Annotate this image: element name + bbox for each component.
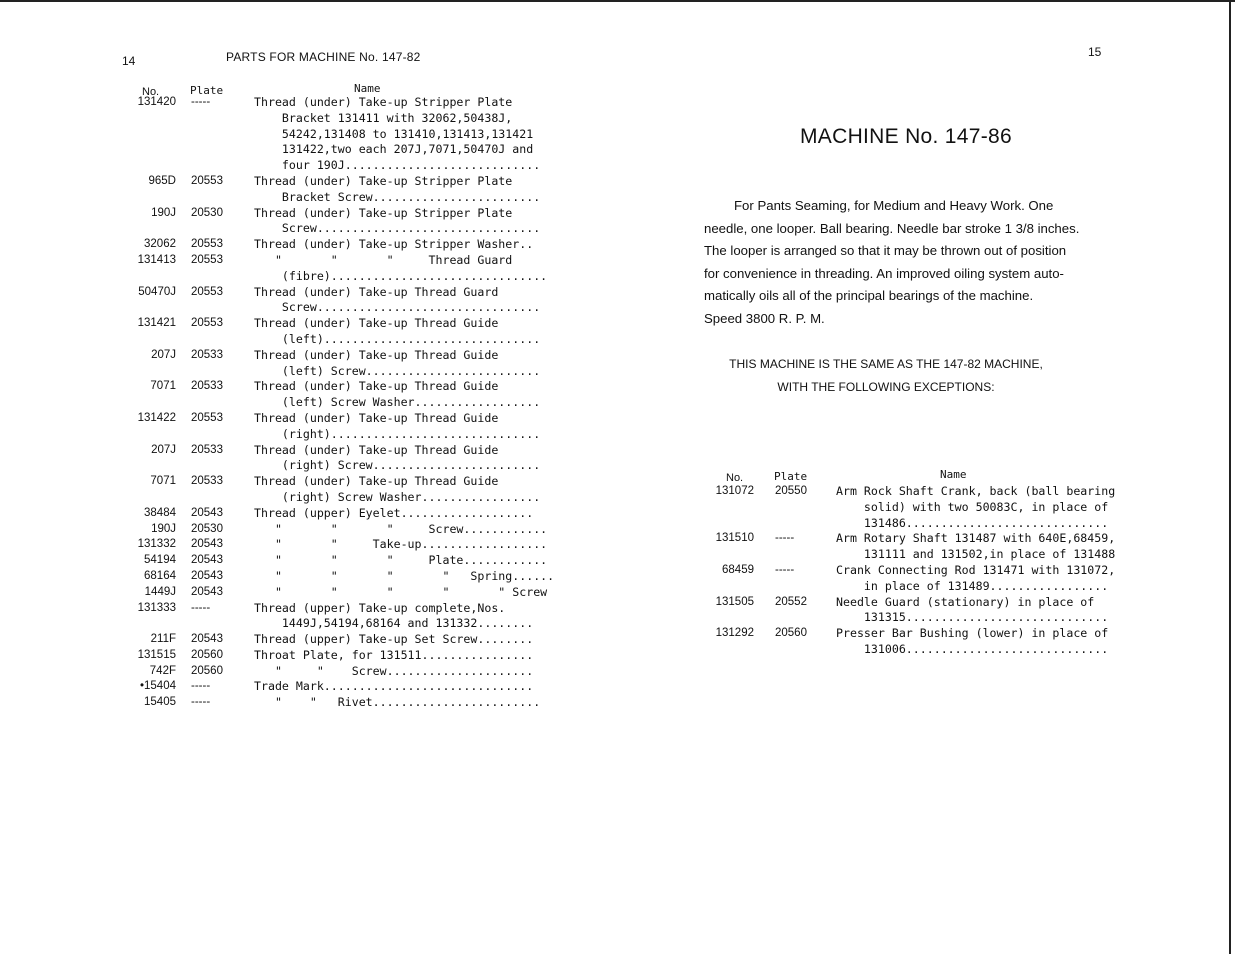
part-name: 1449J,54194,68164 and 131332........ <box>254 616 534 631</box>
part-name: Thread (under) Take-up Thread Guide <box>254 316 499 331</box>
part-number: 1449J <box>144 585 176 598</box>
table-row <box>710 626 1130 658</box>
table-row <box>120 285 540 317</box>
part-name: " " Rivet........................ <box>254 695 541 710</box>
part-number: 211F <box>150 633 176 646</box>
plate-number: 20552 <box>775 595 807 608</box>
row-line <box>120 95 540 111</box>
plate-number: 20530 <box>191 206 223 219</box>
plate-number: 20553 <box>191 411 223 424</box>
part-name: Arm Rock Shaft Crank, back (ball bearing <box>836 484 1116 498</box>
right-header-plate: Plate <box>774 470 808 483</box>
part-number: 131332 <box>137 538 176 551</box>
row-line <box>710 547 1130 563</box>
plate-number: 20533 <box>191 380 223 393</box>
parts-list-right <box>710 484 1130 658</box>
right-header-no: No. <box>726 472 744 484</box>
plate-number: ----- <box>191 96 211 108</box>
part-name: " " " " Spring...... <box>254 568 555 583</box>
part-number: 50470J <box>138 285 176 298</box>
part-name: Thread (under) Take-up Stripper Plate <box>254 205 513 220</box>
part-name: Thread (under) Take-up Thread Guide <box>254 410 499 425</box>
table-row <box>120 316 540 348</box>
row-line <box>710 595 1130 611</box>
table-row <box>120 584 548 601</box>
table-row <box>710 531 1130 563</box>
plate-number: ----- <box>191 680 211 693</box>
plate-number: 20543 <box>191 585 223 598</box>
part-name: Arm Rotary Shaft 131487 with 640E,68459, <box>836 531 1116 546</box>
row-line <box>120 601 540 617</box>
part-number: 131292 <box>715 627 754 640</box>
table-row <box>120 443 540 475</box>
description-line: Speed 3800 R. P. M. <box>704 310 825 326</box>
row-line <box>120 316 540 332</box>
table-row <box>120 411 540 443</box>
row-line <box>120 395 540 411</box>
part-name: Thread (under) Take-up Stripper Plate <box>254 95 513 109</box>
part-name: Presser Bar Bushing (lower) in place of <box>836 626 1109 641</box>
part-name: Thread (under) Take-up Thread Guide <box>254 442 499 457</box>
part-name: (right) Screw........................ <box>254 458 541 473</box>
part-name: Thread (under) Take-up Thread Guard <box>254 284 499 299</box>
plate-number: 20560 <box>191 664 223 677</box>
running-head: PARTS FOR MACHINE No. 147-82 <box>226 50 421 64</box>
row-line <box>710 642 1130 658</box>
part-number: 131421 <box>137 317 176 330</box>
machine-title: MACHINE No. 147-86 <box>800 125 1012 148</box>
row-line <box>120 695 540 711</box>
part-name: Needle Guard (stationary) in place of <box>836 594 1095 609</box>
part-number: 7071 <box>150 475 176 488</box>
row-line <box>120 648 540 664</box>
table-row <box>120 474 540 506</box>
row-line <box>710 563 1130 579</box>
part-name: Throat Plate, for 131511................ <box>254 647 534 662</box>
row-line <box>120 490 540 506</box>
part-name: in place of 131489................. <box>836 578 1109 593</box>
row-line <box>120 348 540 364</box>
description-line: needle, one looper. Ball bearing. Needle bar stroke 1 3/8 inches. <box>704 220 1080 236</box>
description-line: The looper is arranged so that it may be thrown out of position <box>704 243 1067 258</box>
part-number: 742F <box>149 664 176 677</box>
table-row <box>120 568 555 585</box>
table-row <box>120 537 548 553</box>
table-row <box>120 237 540 253</box>
part-name: 54242,131408 to 131410,131413,131421 <box>254 126 534 141</box>
table-row <box>710 563 1130 595</box>
part-name: 131422,two each 207J,7071,50470J and <box>254 142 534 157</box>
table-row <box>120 601 540 633</box>
row-line <box>120 537 548 553</box>
table-row <box>120 553 548 569</box>
table-row <box>710 484 1130 531</box>
row-line <box>710 579 1130 595</box>
header-name: Name <box>354 82 381 95</box>
header-plate: Plate <box>190 84 224 97</box>
row-line <box>120 285 540 301</box>
plate-number: 20530 <box>191 522 223 535</box>
table-row <box>710 595 1130 627</box>
part-name: 131315............................. <box>836 610 1109 625</box>
plate-number: 20543 <box>191 538 223 551</box>
row-line <box>120 253 540 269</box>
exceptions-heading-line-1: THIS MACHINE IS THE SAME AS THE 147-82 MACHINE, <box>729 357 1043 371</box>
row-line <box>710 626 1130 642</box>
left-page <box>0 0 600 954</box>
part-name: Thread (upper) Take-up Set Screw........ <box>254 632 534 647</box>
plate-number: 20543 <box>191 506 223 519</box>
part-name: " " " Plate............ <box>254 553 548 568</box>
part-number: 131072 <box>715 485 754 497</box>
plate-number: 20553 <box>191 174 223 187</box>
table-row <box>120 206 540 238</box>
part-number: 131413 <box>137 253 176 266</box>
plate-number: 20533 <box>191 348 223 361</box>
row-line <box>120 553 548 569</box>
table-row <box>120 379 540 411</box>
part-name: Thread (under) Take-up Thread Guide <box>254 379 499 394</box>
part-name: solid) with two 50083C, in place of <box>836 499 1109 514</box>
row-line <box>120 679 540 695</box>
part-number: 190J <box>151 206 176 219</box>
row-line <box>710 516 1130 532</box>
table-row <box>120 679 540 695</box>
part-name: Crank Connecting Rod 131471 with 131072, <box>836 562 1116 577</box>
table-row <box>120 664 540 680</box>
part-number: 965D <box>148 174 176 187</box>
plate-number: 20543 <box>191 554 223 567</box>
row-line <box>120 584 548 601</box>
row-line <box>120 364 540 380</box>
part-name: 131111 and 131502,in place of 131488 <box>836 547 1116 562</box>
part-number: 131505 <box>715 595 754 608</box>
row-line <box>120 458 540 474</box>
part-number: 54194 <box>144 554 176 567</box>
part-name: four 190J............................ <box>254 158 541 173</box>
part-name: Screw................................ <box>254 300 541 315</box>
parts-list-left <box>120 95 555 711</box>
plate-number: 20553 <box>191 285 223 298</box>
page-number-right: 15 <box>1088 45 1102 59</box>
row-line <box>120 474 540 490</box>
part-name: " " " Screw............ <box>254 521 548 536</box>
part-number: 207J <box>151 443 176 456</box>
row-line <box>120 111 540 127</box>
part-number: 15405 <box>144 696 176 709</box>
part-name: (right).............................. <box>254 426 541 441</box>
description-line: matically oils all of the principal bearings of the machine. <box>704 288 1034 303</box>
row-line <box>120 174 540 190</box>
part-number: 131510 <box>715 532 754 545</box>
description-line: For Pants Seaming, for Medium and Heavy Work. One <box>734 198 1054 213</box>
part-name: " " Take-up.................. <box>254 537 548 552</box>
description-line: for convenience in threading. An improved oiling system auto- <box>704 265 1064 281</box>
part-name: Thread (under) Take-up Stripper Plate <box>254 173 513 188</box>
part-name: Bracket Screw........................ <box>254 189 541 204</box>
table-row <box>120 695 540 711</box>
part-number: 131515 <box>137 648 176 661</box>
row-line <box>120 300 540 316</box>
plate-number: ----- <box>775 532 795 545</box>
plate-number: 20560 <box>191 648 223 661</box>
part-number: 131333 <box>137 601 176 614</box>
table-row <box>120 648 540 664</box>
right-page <box>620 0 1220 954</box>
part-name: (fibre)............................... <box>254 268 548 283</box>
part-name: Thread (under) Take-up Stripper Washer.. <box>254 237 534 252</box>
plate-number: ----- <box>775 563 795 576</box>
row-line <box>120 427 540 443</box>
row-line <box>120 190 540 206</box>
row-line <box>120 127 540 143</box>
table-row <box>120 348 540 380</box>
row-line <box>120 158 540 174</box>
part-number: 131422 <box>137 411 176 424</box>
row-line <box>710 484 1130 500</box>
machine-description <box>704 195 1096 330</box>
part-name: " " Screw..................... <box>254 663 534 678</box>
right-header-name: Name <box>940 468 967 481</box>
part-number: 207J <box>151 348 176 361</box>
plate-number: 20533 <box>191 443 223 456</box>
row-line <box>120 268 548 285</box>
part-name: Thread (upper) Eyelet................... <box>254 505 534 520</box>
row-line <box>120 443 540 459</box>
part-name: " " " " " Screw <box>254 584 548 599</box>
page-number-left: 14 <box>122 54 136 68</box>
table-row <box>120 252 548 285</box>
row-line <box>120 142 540 158</box>
table-row <box>120 521 548 538</box>
row-line <box>120 664 540 680</box>
row-line <box>710 500 1130 516</box>
part-number: 7071 <box>150 380 176 393</box>
plate-number: 20560 <box>775 627 807 640</box>
page-right-border <box>1229 0 1231 954</box>
part-name: Bracket 131411 with 32062,50438J, <box>254 110 513 125</box>
part-number: 190J <box>151 522 176 535</box>
plate-number: 20550 <box>775 485 807 497</box>
part-name: (right) Screw Washer................. <box>254 489 541 504</box>
part-name: (left) Screw......................... <box>254 363 541 378</box>
part-name: Thread (under) Take-up Thread Guide <box>254 347 499 362</box>
row-line <box>710 610 1130 626</box>
row-line <box>120 568 555 585</box>
row-line <box>120 221 540 237</box>
row-line <box>120 237 540 253</box>
row-line <box>120 411 540 427</box>
table-row <box>120 174 540 206</box>
part-name: (left) Screw Washer.................. <box>254 395 541 410</box>
table-row <box>120 95 540 174</box>
row-line <box>120 506 540 522</box>
part-name: (left)............................... <box>254 331 541 346</box>
row-line <box>120 632 540 648</box>
plate-number: 20533 <box>191 475 223 488</box>
row-line <box>120 616 540 632</box>
part-number: 68459 <box>722 563 754 576</box>
table-row <box>120 506 540 522</box>
part-name: Thread (upper) Take-up complete,Nos. <box>254 600 506 615</box>
plate-number: ----- <box>191 601 211 614</box>
part-name: 131486............................. <box>836 515 1109 530</box>
plate-number: 20543 <box>191 569 223 582</box>
part-number: 38484 <box>144 506 176 519</box>
part-name: Thread (under) Take-up Thread Guide <box>254 474 499 489</box>
part-number: 131420 <box>137 96 176 108</box>
part-name: 131006............................. <box>836 641 1109 656</box>
plate-number: 20553 <box>191 317 223 330</box>
plate-number: 20553 <box>191 238 223 251</box>
row-line <box>120 206 540 222</box>
part-name: Trade Mark.............................. <box>254 679 534 694</box>
plate-number: 20553 <box>191 253 223 266</box>
header-no: No. <box>142 86 160 98</box>
row-line <box>120 332 540 348</box>
row-line <box>120 521 548 538</box>
part-name: " " " Thread Guard <box>254 252 513 267</box>
row-line <box>710 531 1130 547</box>
part-name: Screw................................ <box>254 221 541 236</box>
plate-number: ----- <box>191 696 211 709</box>
table-row <box>120 632 540 648</box>
part-number: 32062 <box>144 238 176 251</box>
part-number: •15404 <box>139 680 176 693</box>
row-line <box>120 379 540 395</box>
exceptions-heading-line-2: WITH THE FOLLOWING EXCEPTIONS: <box>777 380 995 394</box>
part-number: 68164 <box>144 569 176 582</box>
plate-number: 20543 <box>191 633 223 646</box>
